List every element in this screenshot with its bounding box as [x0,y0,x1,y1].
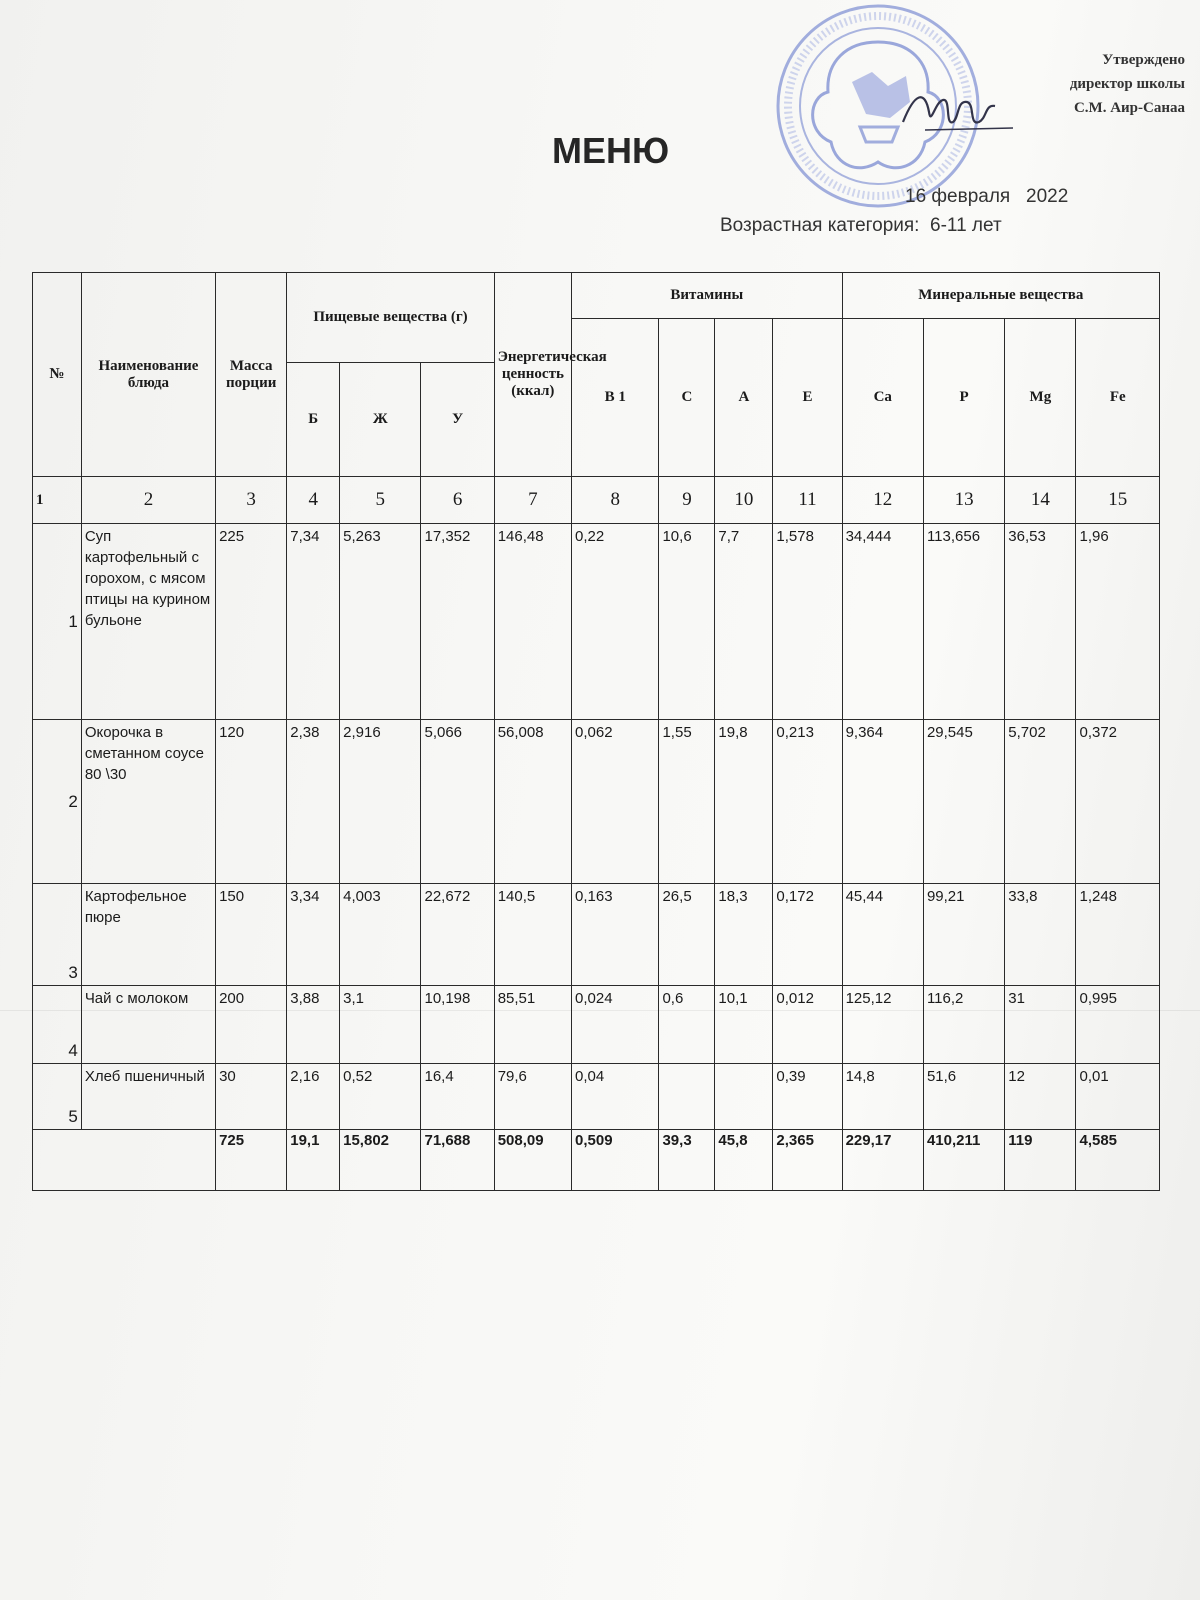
cell-zh: 4,003 [340,884,421,986]
table-row [33,884,1160,986]
total-mass: 725 [216,1130,287,1191]
cell-b: 3,88 [287,986,340,1064]
table-row [33,720,1160,884]
header-minerals: Минеральные вещества [842,273,1159,319]
row-number: 1 [33,524,82,720]
cell-energy: 79,6 [494,1064,571,1130]
cell-e: 0,012 [773,986,842,1064]
cell-zh: 0,52 [340,1064,421,1130]
column-number: 11 [773,477,842,524]
total-mg: 119 [1005,1130,1076,1191]
total-b1: 0,509 [572,1130,659,1191]
cell-energy: 85,51 [494,986,571,1064]
row-number: 5 [33,1064,82,1130]
header-zh: Ж [340,363,421,477]
header-b1: В 1 [572,319,659,477]
header-b: Б [287,363,340,477]
cell-fe: 0,372 [1076,720,1160,884]
cell-ca: 125,12 [842,986,923,1064]
cell-mass: 120 [216,720,287,884]
cell-e: 1,578 [773,524,842,720]
cell-p: 29,545 [923,720,1004,884]
row-number: 3 [33,884,82,986]
cell-fe: 1,248 [1076,884,1160,986]
cell-fe: 0,995 [1076,986,1160,1064]
cell-energy: 140,5 [494,884,571,986]
column-number: 9 [659,477,715,524]
total-label-cell [33,1130,216,1191]
cell-u: 22,672 [421,884,494,986]
column-number: 8 [572,477,659,524]
header-p: P [923,319,1004,477]
cell-ca: 34,444 [842,524,923,720]
cell-mg: 12 [1005,1064,1076,1130]
approval-line-1: Утверждено [1102,52,1185,68]
total-zh: 15,802 [340,1130,421,1191]
cell-fe: 1,96 [1076,524,1160,720]
cell-zh: 2,916 [340,720,421,884]
table-row [33,986,1160,1064]
table-row [33,524,1160,720]
header-mg: Mg [1005,319,1076,477]
cell-u: 5,066 [421,720,494,884]
column-number: 2 [81,477,215,524]
cell-energy: 146,48 [494,524,571,720]
header-e: Е [773,319,842,477]
total-energy: 508,09 [494,1130,571,1191]
header-c: С [659,319,715,477]
dish-name: Хлеб пшеничный [81,1064,215,1130]
cell-p: 113,656 [923,524,1004,720]
cell-u: 16,4 [421,1064,494,1130]
page-title: МЕНЮ [552,130,670,171]
cell-b: 2,38 [287,720,340,884]
header-nutrients: Пищевые вещества (г) [287,273,494,363]
cell-b: 3,34 [287,884,340,986]
approval-block [1000,48,1185,120]
cell-c: 10,6 [659,524,715,720]
total-ca: 229,17 [842,1130,923,1191]
signature [895,82,1015,142]
total-p: 410,211 [923,1130,1004,1191]
age-category: Возрастная категория: 6-11 лет [720,215,1002,236]
cell-e: 0,172 [773,884,842,986]
row-number: 2 [33,720,82,884]
cell-p: 51,6 [923,1064,1004,1130]
header-fe: Fe [1076,319,1160,477]
menu-date: 16 февраля 2022 [905,186,1069,207]
cell-b1: 0,024 [572,986,659,1064]
cell-mg: 5,702 [1005,720,1076,884]
column-number: 12 [842,477,923,524]
total-e: 2,365 [773,1130,842,1191]
cell-c: 1,55 [659,720,715,884]
cell-a [715,1064,773,1130]
cell-a: 10,1 [715,986,773,1064]
dish-name: Чай с молоком [81,986,215,1064]
cell-u: 10,198 [421,986,494,1064]
column-number: 7 [494,477,571,524]
cell-b1: 0,04 [572,1064,659,1130]
header-vitamins: Витамины [572,273,843,319]
cell-mg: 36,53 [1005,524,1076,720]
column-number: 14 [1005,477,1076,524]
header-name: Наименование блюда [81,273,215,477]
cell-ca: 14,8 [842,1064,923,1130]
cell-mg: 33,8 [1005,884,1076,986]
cell-ca: 9,364 [842,720,923,884]
cell-mass: 150 [216,884,287,986]
approval-line-2: директор школы [1069,76,1185,92]
cell-mass: 225 [216,524,287,720]
cell-p: 99,21 [923,884,1004,986]
cell-b1: 0,163 [572,884,659,986]
cell-energy: 56,008 [494,720,571,884]
cell-b: 7,34 [287,524,340,720]
header-a: А [715,319,773,477]
column-number: 3 [216,477,287,524]
column-number: 5 [340,477,421,524]
dish-name: Картофельное пюре [81,884,215,986]
cell-c: 0,6 [659,986,715,1064]
cell-u: 17,352 [421,524,494,720]
column-number: 13 [923,477,1004,524]
total-b: 19,1 [287,1130,340,1191]
total-a: 45,8 [715,1130,773,1191]
cell-zh: 3,1 [340,986,421,1064]
cell-zh: 5,263 [340,524,421,720]
cell-mass: 30 [216,1064,287,1130]
header-num: № [33,273,82,477]
dish-name: Окорочка в сметанном соусе 80 \30 [81,720,215,884]
column-number: 6 [421,477,494,524]
cell-e: 0,39 [773,1064,842,1130]
header-energy: Энергетическая ценность (ккал) [494,273,571,477]
cell-fe: 0,01 [1076,1064,1160,1130]
total-u: 71,688 [421,1130,494,1191]
cell-mg: 31 [1005,986,1076,1064]
cell-e: 0,213 [773,720,842,884]
cell-b1: 0,062 [572,720,659,884]
column-number-row [33,477,1160,524]
column-number: 4 [287,477,340,524]
menu-table [32,272,1160,1191]
approval-line-3: С.М. Аир-Санаа [1073,100,1185,116]
total-c: 39,3 [659,1130,715,1191]
cell-mass: 200 [216,986,287,1064]
header-mass: Масса порции [216,273,287,477]
cell-ca: 45,44 [842,884,923,986]
cell-a: 7,7 [715,524,773,720]
cell-b1: 0,22 [572,524,659,720]
header-ca: Ca [842,319,923,477]
cell-c: 26,5 [659,884,715,986]
header-u: У [421,363,494,477]
row-number: 4 [33,986,82,1064]
cell-b: 2,16 [287,1064,340,1130]
cell-a: 19,8 [715,720,773,884]
cell-a: 18,3 [715,884,773,986]
cell-c [659,1064,715,1130]
column-number: 15 [1076,477,1160,524]
column-number: 10 [715,477,773,524]
column-number: 1 [33,477,82,524]
cell-p: 116,2 [923,986,1004,1064]
total-fe: 4,585 [1076,1130,1160,1191]
table-row [33,1064,1160,1130]
dish-name: Суп картофельный с горохом, с мясом птицы на курином бульоне [81,524,215,720]
total-row [33,1130,1160,1191]
